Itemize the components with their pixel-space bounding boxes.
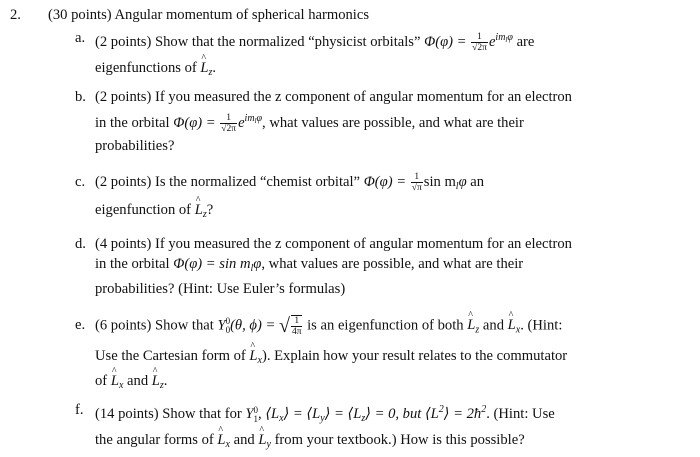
part-b [75, 87, 685, 156]
math-exponent: imlφ [495, 32, 513, 44]
part-a-line-1: (2 points) Show that the normalized “physicist orbitals” Φ(φ) = $\frac{1}{√2\pi}$ $e^{im_l\varphi}$ are [95, 32, 535, 54]
part-e-line-2: Use the Cartesian form of L $\^{}_x$). Explain how your result relates to the commutator [95, 346, 685, 371]
part-f-line-2: the angular forms of L $\^{}_x$ and L $\^{}_y$ from your textbook.) How is this possible? [95, 430, 685, 455]
part-letter: f. [75, 402, 84, 418]
part-a-line-2: eigenfunctions of L $\^{}_z$. [95, 58, 685, 83]
math-spherical-harmonic: Y [245, 406, 254, 422]
operator-l-hat: L ^ [111, 371, 119, 391]
part-letter: c. [75, 174, 86, 190]
math-fraction: $\frac{1}{√2\pi}$ [472, 32, 487, 54]
math-phi: Φ(φ) = sin m [173, 256, 251, 272]
operator-l-hat: L ^ [508, 315, 516, 335]
part-d-line-1: (4 points) If you measured the z component of angular momentum for an electron [95, 236, 572, 252]
operator-l-hat: L ^ [467, 315, 475, 335]
math-phi: Φ(φ) = [424, 34, 471, 50]
part-letter: a. [75, 30, 86, 46]
part-a [75, 28, 685, 83]
operator-l-hat: L ^ [249, 346, 257, 366]
operator-l-hat: L ^ [258, 430, 266, 450]
part-c [75, 172, 685, 225]
part-b-line-1: (2 points) If you measured the z component of angular momentum for an electron [95, 89, 572, 105]
part-c-line-2: eigenfunction of L $\^{}_z$? [95, 200, 685, 225]
part-b-line-3: probabilities? [95, 138, 175, 155]
problem-number: 2. [10, 7, 21, 23]
math-phi: Φ(φ) = [173, 115, 220, 131]
part-f-line-1: (14 points) Show that for Y 0 1 , $⟨L_x⟩$ = $⟨L_y⟩$ = $⟨L_z⟩ = 0$, but $⟨L^2⟩$ = $2ħ^2$. (Hint: Use [95, 404, 555, 424]
part-e [75, 315, 685, 396]
operator-l-hat: L ^ [200, 58, 208, 78]
part-letter: e. [75, 317, 86, 333]
part-letter: b. [75, 89, 86, 105]
problem-title: (30 points) Angular momentum of spherical harmonics [48, 7, 369, 23]
operator-l-hat: L ^ [152, 371, 160, 391]
part-d-line-3: probabilities? (Hint: Use Euler’s formulas) [95, 281, 346, 297]
part-e-line-1: (6 points) Show that Y 0 0 (θ, ϕ) = √ $\frac{1}{4\pi}$ is an eigenfunction of both L $\^{}_z$ and L $\^{}_x$. (Hint: [95, 315, 685, 340]
problem-heading [10, 5, 369, 25]
math-sqrt: √ [278, 315, 290, 337]
part-f [75, 400, 685, 455]
math-fraction: $\frac{1}{√2\pi}$ [221, 113, 237, 135]
math-phi: Φ(φ) = [363, 174, 410, 190]
math-spherical-harmonic: Y [217, 317, 226, 334]
part-e-line-3: of L $\^{}_x$ and L $\^{}_z$. [95, 371, 685, 396]
operator-l-hat: L ^ [217, 430, 225, 450]
part-c-line-1: (2 points) Is the normalized “chemist orbital” Φ(φ) = $\frac{1}{√\pi}$ $\sin m_l\varphi$ an [95, 172, 485, 194]
math-fraction: $\frac{1}{√\pi}$ [411, 172, 422, 194]
math-exponent: imlφ [244, 113, 263, 125]
part-b-line-2: in the orbital Φ(φ) = $\frac{1}{√2\pi}$ $e^{im_l\varphi}$, what values are possible, and what are their [95, 113, 524, 135]
part-d [75, 234, 685, 299]
part-d-line-2: in the orbital $\Phi(\varphi) = \sin m_l\varphi$, what values are possible, and what are their [95, 256, 524, 274]
math-fraction: $\frac{1}{4\pi}$ [291, 316, 302, 337]
operator-l-hat: L ^ [195, 200, 203, 220]
part-letter: d. [75, 236, 86, 252]
